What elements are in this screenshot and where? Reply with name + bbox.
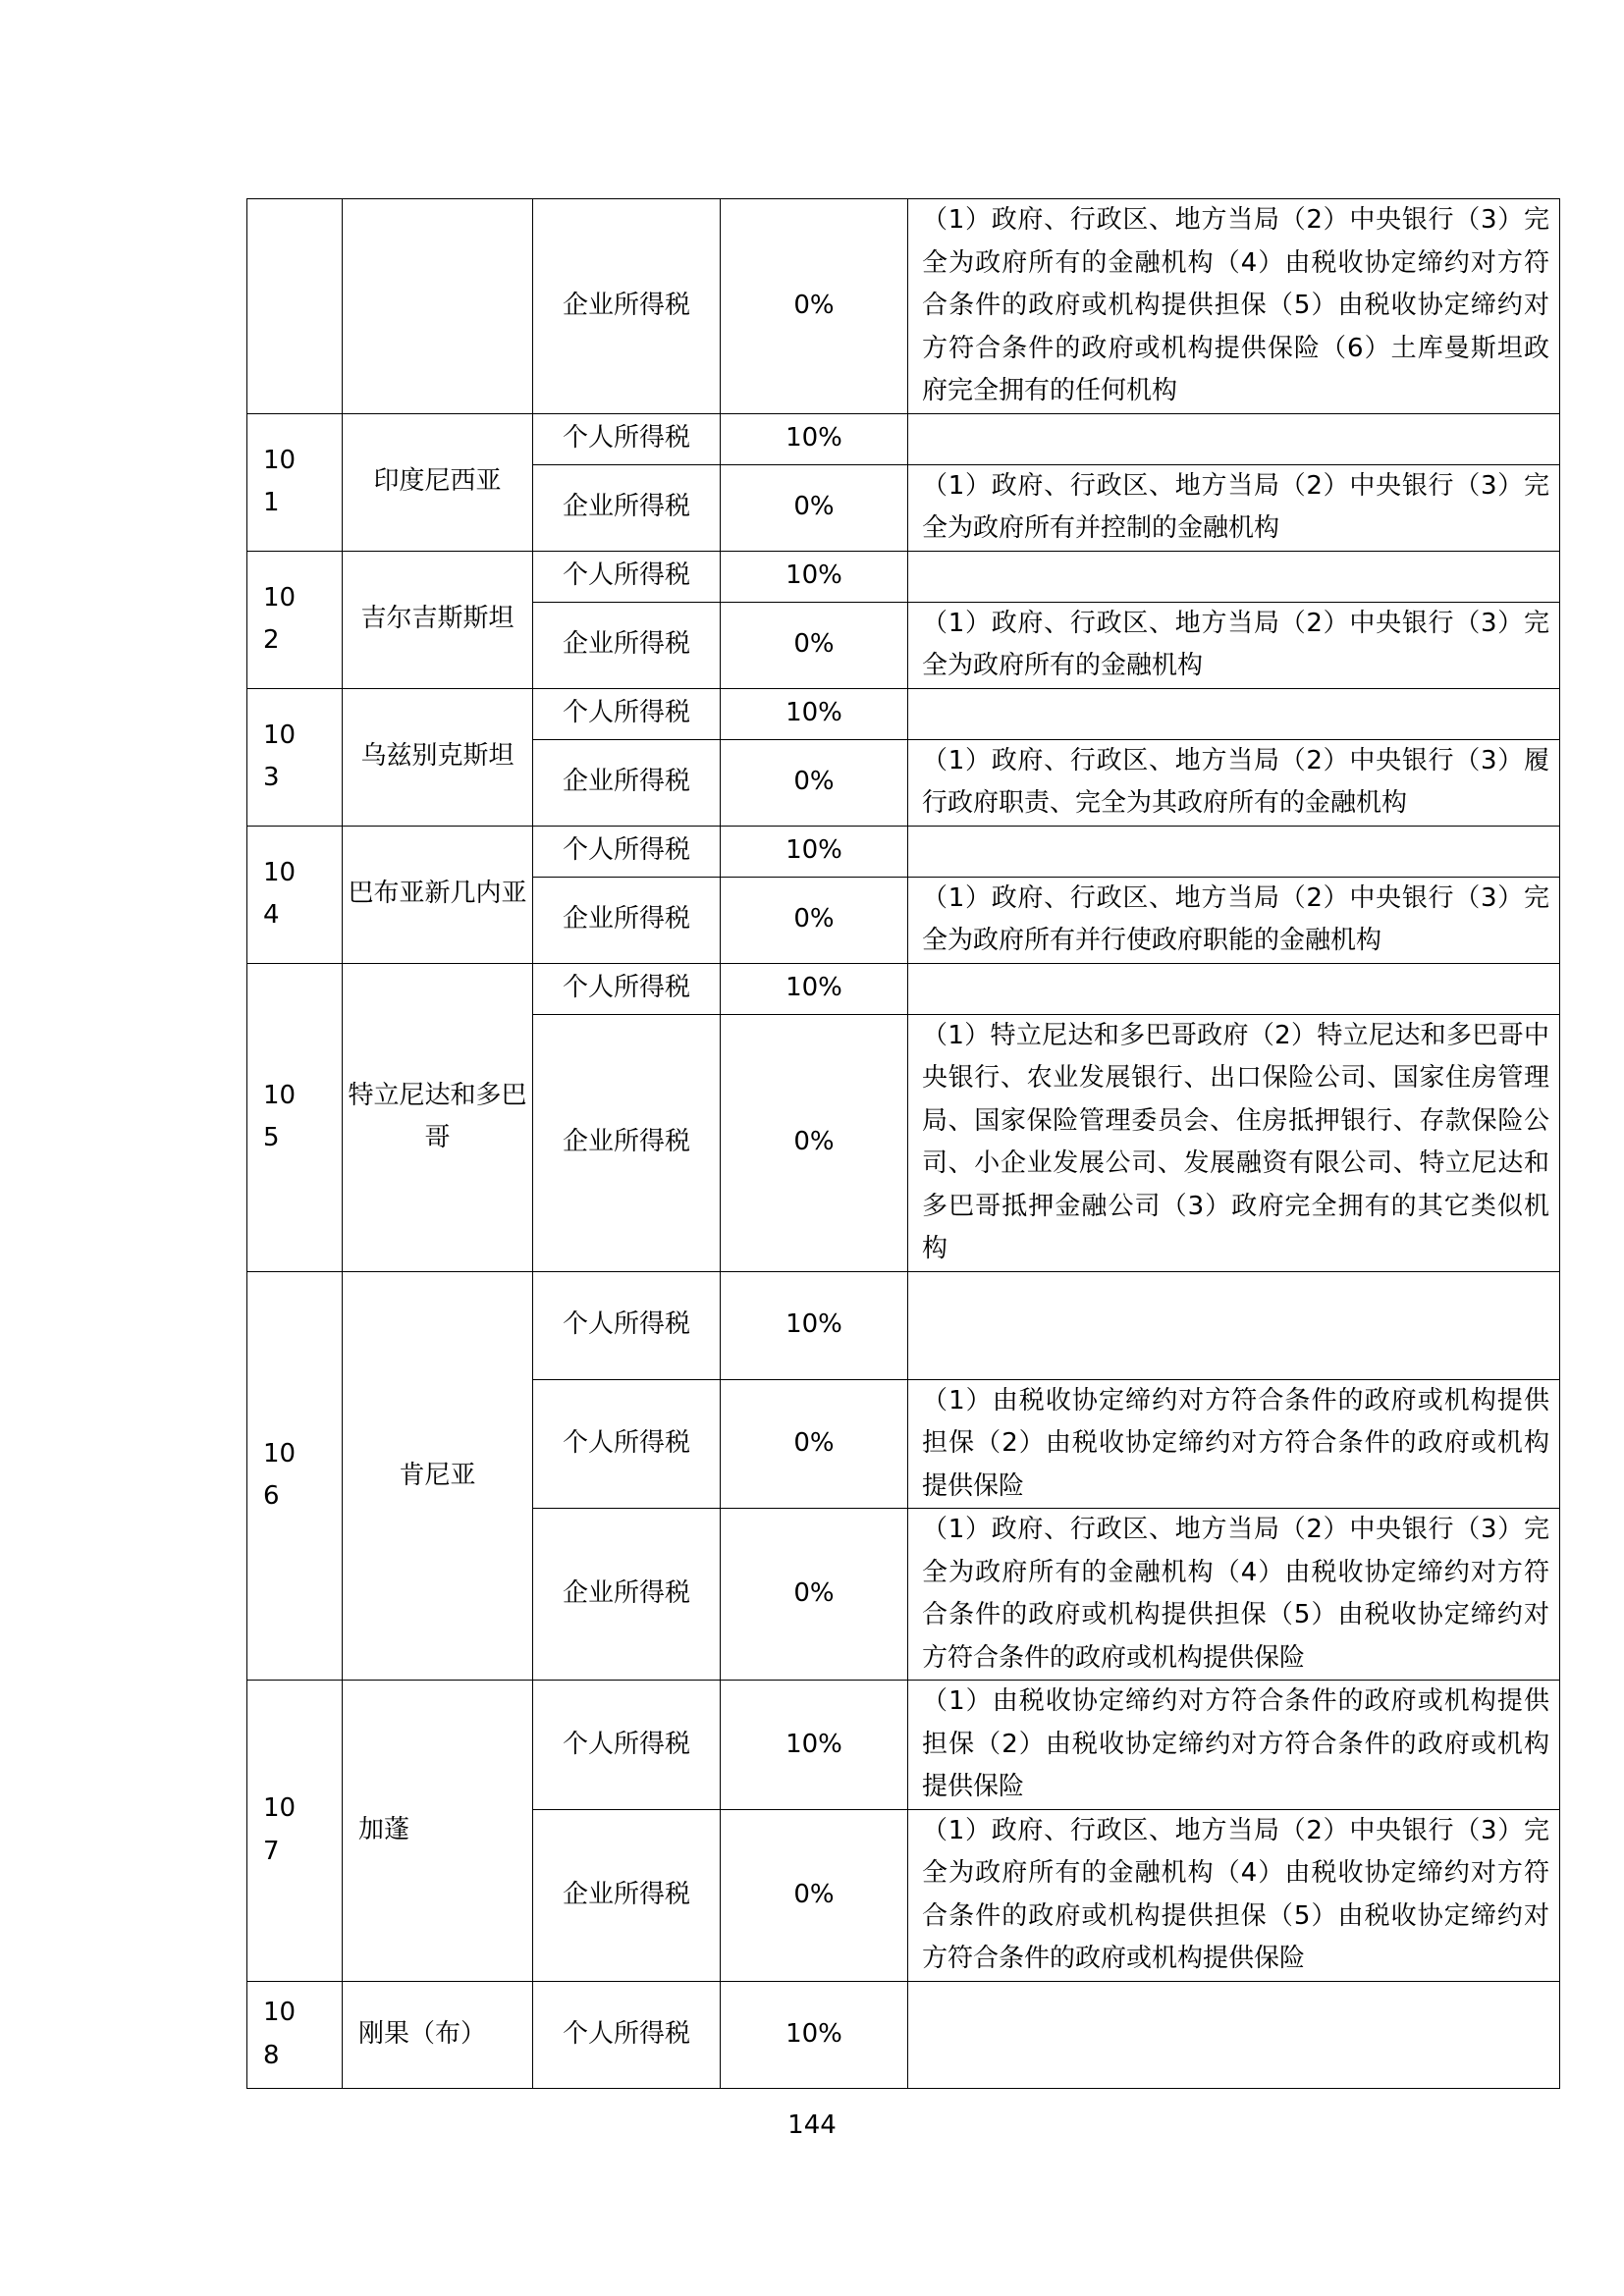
tax-rate: 0%	[721, 1509, 908, 1681]
tax-type: 企业所得税	[533, 602, 721, 688]
page-number: 144	[787, 2110, 837, 2140]
tax-type: 企业所得税	[533, 1809, 721, 1981]
country-name: 巴布亚新几内亚	[343, 826, 533, 963]
tax-type: 个人所得税	[533, 963, 721, 1014]
tax-rate: 10%	[721, 688, 908, 739]
country-name: 乌兹别克斯坦	[343, 688, 533, 826]
tax-type: 个人所得税	[533, 413, 721, 464]
tax-type: 企业所得税	[533, 199, 721, 414]
tax-type: 企业所得税	[533, 464, 721, 551]
tax-rate: 0%	[721, 602, 908, 688]
tax-type: 个人所得税	[533, 688, 721, 739]
tax-rate: 0%	[721, 464, 908, 551]
tax-treaty-table	[246, 198, 1560, 2089]
row-number	[247, 199, 343, 414]
condition-note: （1）政府、行政区、地方当局（2）中央银行（3）完全为政府所有并控制的金融机构	[908, 464, 1560, 551]
tax-rate: 10%	[721, 1981, 908, 2088]
tax-type: 个人所得税	[533, 1379, 721, 1509]
country-name: 印度尼西亚	[343, 413, 533, 551]
tax-type: 企业所得税	[533, 739, 721, 826]
table-row	[247, 1681, 1560, 1810]
row-number: 107	[247, 1681, 343, 1982]
condition-note	[908, 1981, 1560, 2088]
country-name	[343, 199, 533, 414]
tax-type: 企业所得税	[533, 1509, 721, 1681]
table-row	[247, 413, 1560, 464]
condition-note: （1）由税收协定缔约对方符合条件的政府或机构提供担保（2）由税收协定缔约对方符合条件的政府或机构提供保险	[908, 1379, 1560, 1509]
tax-rate: 10%	[721, 1681, 908, 1810]
tax-rate: 10%	[721, 1271, 908, 1379]
row-number: 104	[247, 826, 343, 963]
condition-note: （1）由税收协定缔约对方符合条件的政府或机构提供担保（2）由税收协定缔约对方符合条件的政府或机构提供保险	[908, 1681, 1560, 1810]
table-row	[247, 688, 1560, 739]
tax-rate: 0%	[721, 1014, 908, 1271]
row-number: 101	[247, 413, 343, 551]
condition-note: （1）政府、行政区、地方当局（2）中央银行（3）完全为政府所有并行使政府职能的金融机构	[908, 877, 1560, 963]
row-number: 102	[247, 551, 343, 688]
tax-rate: 0%	[721, 739, 908, 826]
row-number: 108	[247, 1981, 343, 2088]
condition-note	[908, 551, 1560, 602]
condition-note: （1）特立尼达和多巴哥政府（2）特立尼达和多巴哥中央银行、农业发展银行、出口保险公司、国家住房管理局、国家保险管理委员会、住房抵押银行、存款保险公司、小企业发展公司、发展融资有限公司、特立尼达和多巴哥抵押金融公司（3）政府完全拥有的其它类似机构	[908, 1014, 1560, 1271]
country-name: 特立尼达和多巴哥	[343, 963, 533, 1271]
country-name: 吉尔吉斯斯坦	[343, 551, 533, 688]
tax-rate: 0%	[721, 1809, 908, 1981]
country-name: 加蓬	[343, 1681, 533, 1982]
table-row	[247, 826, 1560, 877]
country-name: 刚果（布）	[343, 1981, 533, 2088]
tax-rate: 0%	[721, 199, 908, 414]
table-row	[247, 963, 1560, 1014]
row-number: 106	[247, 1271, 343, 1681]
table-row	[247, 1981, 1560, 2088]
tax-rate: 10%	[721, 826, 908, 877]
tax-type: 个人所得税	[533, 1981, 721, 2088]
condition-note: （1）政府、行政区、地方当局（2）中央银行（3）完全为政府所有的金融机构（4）由税收协定缔约对方符合条件的政府或机构提供担保（5）由税收协定缔约对方符合条件的政府或机构提供保险	[908, 1809, 1560, 1981]
table-row	[247, 551, 1560, 602]
condition-note	[908, 1271, 1560, 1379]
country-name: 肯尼亚	[343, 1271, 533, 1681]
tax-type: 个人所得税	[533, 826, 721, 877]
condition-note	[908, 413, 1560, 464]
row-number: 103	[247, 688, 343, 826]
tax-type: 个人所得税	[533, 1271, 721, 1379]
tax-rate: 0%	[721, 1379, 908, 1509]
condition-note	[908, 688, 1560, 739]
tax-type: 企业所得税	[533, 1014, 721, 1271]
tax-rate: 10%	[721, 963, 908, 1014]
tax-type: 个人所得税	[533, 1681, 721, 1810]
tax-rate: 10%	[721, 413, 908, 464]
tax-rate: 10%	[721, 551, 908, 602]
condition-note	[908, 826, 1560, 877]
table-row	[247, 199, 1560, 414]
table-row	[247, 1271, 1560, 1379]
condition-note: （1）政府、行政区、地方当局（2）中央银行（3）完全为政府所有的金融机构（4）由税收协定缔约对方符合条件的政府或机构提供担保（5）由税收协定缔约对方符合条件的政府或机构提供保险	[908, 1509, 1560, 1681]
row-number: 105	[247, 963, 343, 1271]
condition-note	[908, 963, 1560, 1014]
tax-type: 企业所得税	[533, 877, 721, 963]
tax-type: 个人所得税	[533, 551, 721, 602]
condition-note: （1）政府、行政区、地方当局（2）中央银行（3）完全为政府所有的金融机构（4）由税收协定缔约对方符合条件的政府或机构提供担保（5）由税收协定缔约对方符合条件的政府或机构提供保险（6）土库曼斯坦政府完全拥有的任何机构	[908, 199, 1560, 414]
condition-note: （1）政府、行政区、地方当局（2）中央银行（3）完全为政府所有的金融机构	[908, 602, 1560, 688]
condition-note: （1）政府、行政区、地方当局（2）中央银行（3）履行政府职责、完全为其政府所有的金融机构	[908, 739, 1560, 826]
tax-rate: 0%	[721, 877, 908, 963]
